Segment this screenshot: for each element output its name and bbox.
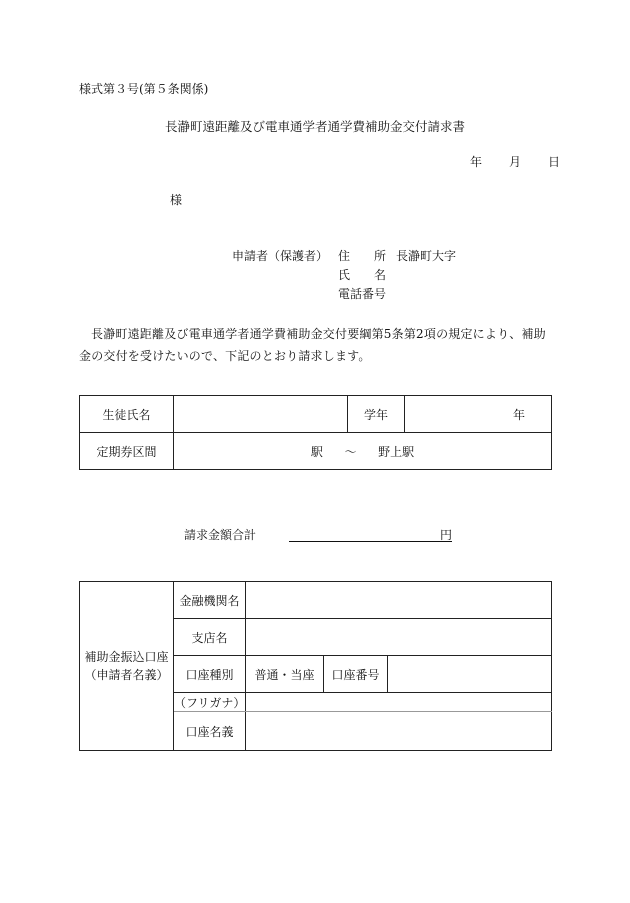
account-type-label: 口座種別 (174, 656, 246, 693)
bank-name-row (80, 582, 552, 619)
grade-field[interactable] (405, 396, 552, 433)
student-name-label: 生徒氏名 (80, 396, 174, 433)
station-to: 野上駅 (378, 444, 415, 459)
name-label: 氏 名 (338, 268, 387, 282)
grade-unit: 年 (512, 407, 525, 422)
furigana-field[interactable] (246, 693, 552, 712)
date-year: 年 (470, 155, 483, 169)
bank-section-label-line1: 補助金振込口座 (84, 650, 169, 664)
address-value[interactable]: 長瀞町大字 (396, 249, 457, 263)
branch-label: 支店名 (174, 619, 246, 656)
student-row (80, 396, 552, 433)
station-from: 駅 (310, 444, 323, 459)
amount-label: 請求金額合計 (184, 528, 257, 542)
form-number: 様式第３号(第５条関係) (79, 82, 209, 96)
student-name-field[interactable] (174, 396, 348, 433)
request-statement: 長瀞町遠距離及び電車通学者通学費補助金交付要綱第5条第2項の規定により、補助金の交付を受けたいので、下記のとおり請求します。 (79, 327, 546, 363)
phone-label: 電話番号 (338, 287, 387, 301)
date-day: 日 (548, 155, 561, 169)
account-holder-label: 口座名義 (174, 712, 246, 751)
tilde: ～ (344, 444, 357, 459)
date-month: 月 (509, 155, 522, 169)
bank-section-label (80, 582, 174, 751)
address-label: 住 所 (338, 249, 387, 263)
grade-label: 学年 (348, 396, 405, 433)
branch-field[interactable] (246, 619, 552, 656)
addressee: 様 (170, 193, 183, 207)
date-line (470, 156, 560, 168)
pass-row (80, 433, 552, 470)
pass-section-label: 定期券区間 (80, 433, 174, 470)
pass-section-field[interactable] (174, 433, 552, 470)
account-holder-field[interactable] (246, 712, 552, 751)
document-title: 長瀞町遠距離及び電車通学者通学費補助金交付請求書 (164, 119, 465, 134)
bank-section-label-line2: （申請者名義） (84, 668, 169, 682)
amount-unit: 円 (440, 528, 453, 542)
applicant-label: 申請者（保護者） (232, 249, 329, 263)
bank-account-table (79, 581, 552, 751)
bank-name-field[interactable] (246, 582, 552, 619)
bank-name-label: 金融機関名 (174, 582, 246, 619)
account-number-label: 口座番号 (324, 656, 388, 693)
furigana-label: （フリガナ） (174, 693, 246, 712)
student-table (79, 395, 552, 470)
account-type-value[interactable]: 普通・当座 (246, 656, 324, 693)
account-number-field[interactable] (388, 656, 552, 693)
amount-field[interactable] (289, 541, 452, 542)
